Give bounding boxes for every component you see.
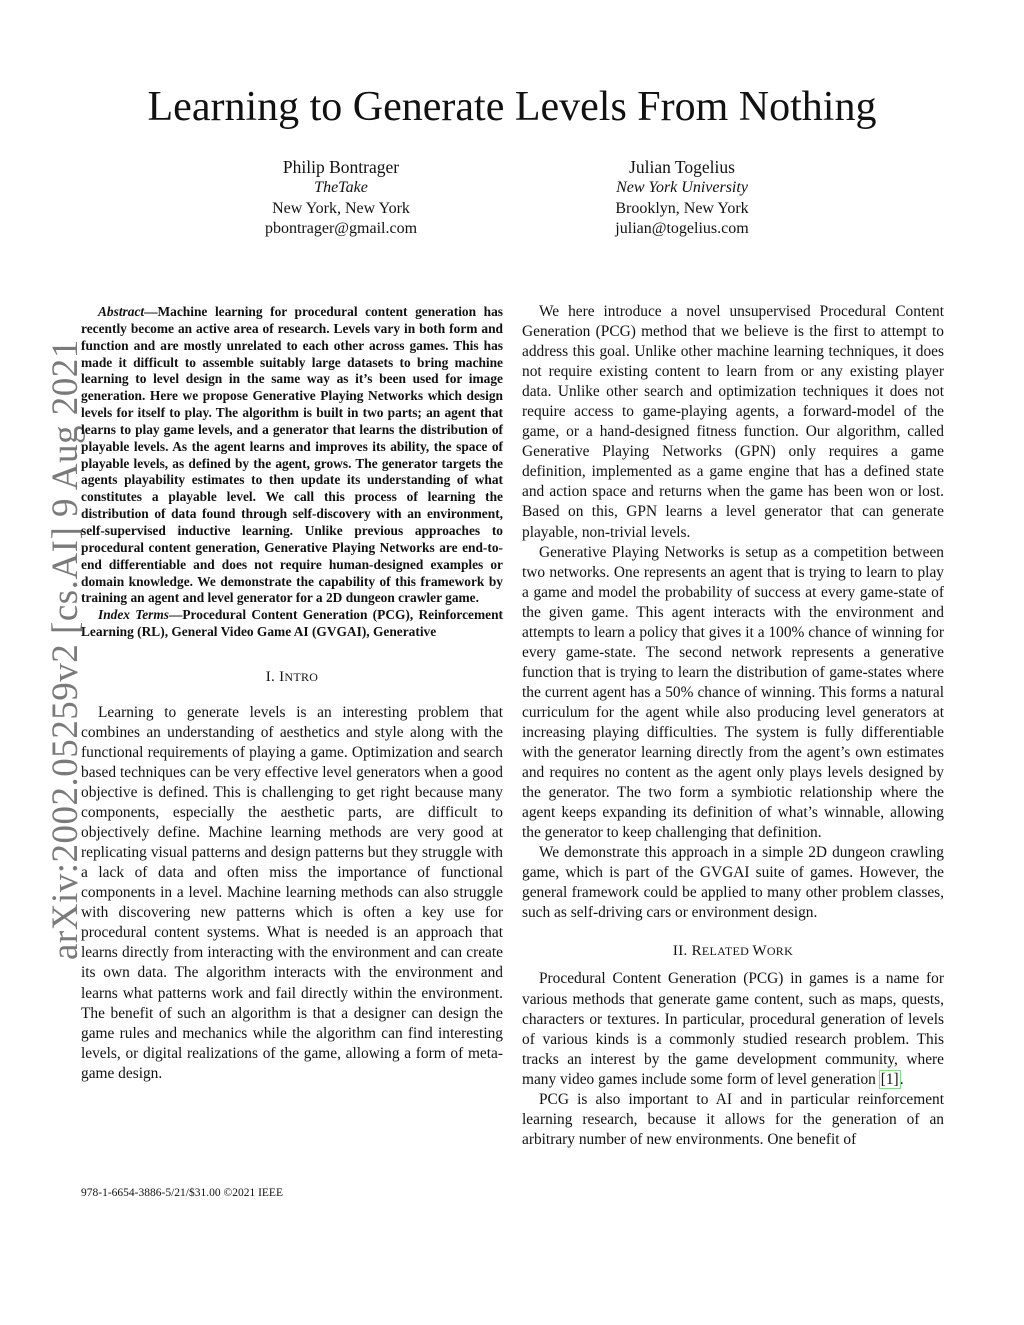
left-column <box>81 304 503 1084</box>
copyright-footer: 978-1-6654-3886-5/21/$31.00 ©2021 IEEE <box>81 1187 283 1199</box>
author-name: Philip Bontrager <box>282 157 400 177</box>
heading-smallcaps: ELATED <box>701 944 753 959</box>
author-block-1 <box>191 156 491 240</box>
related-paragraph-1 <box>522 969 944 1089</box>
section-numeral: I. <box>265 668 280 685</box>
author-affiliation: New York University <box>616 179 748 196</box>
abstract <box>81 304 503 607</box>
author-affiliation: TheTake <box>314 179 368 196</box>
author-name: Julian Togelius <box>629 157 735 177</box>
intro-paragraph-1: Learning to generate levels is an interesting problem that combines an understanding of aesthetics and style along with the functional requirements of playing a game. Optimization and search based techniques can be very effective level generators when a good objective is defined. This is challenging to get right because many components, especially the aesthetic parts, are difficult to objectively define. Machine learning methods are very good at replicating visual patterns and design patterns but they struggle with a lack of data and often miss the importance of functional components in a level. Machine learning methods can also struggle with discovering new patterns which is often a key use for procedural content systems. What is needed is an approach that learns directly from interacting with the environment and can create its own data. The algorithm interacts with the environment and learns what patterns work and fail directly within the environment. The benefit of such an algorithm is that a designer can design the game rules and mechanics while the algorithm can find interesting levels, or digital realizations of the game, allowing a form of meta-game design. <box>81 703 503 1082</box>
author-email: pbontrager@gmail.com <box>264 220 418 237</box>
heading-smallcaps: NTRO <box>284 669 319 684</box>
index-terms-text: —Procedural Content Generation (PCG), Reinforcement Learning (RL), General Video Game AI (GVGAI), Generative <box>81 607 503 640</box>
paper-title: Learning to Generate Levels From Nothing <box>147 84 877 130</box>
arxiv-identifier: arXiv:2002.05259v2 [cs.AI] 9 Aug 2021 <box>45 339 86 960</box>
author-location: Brooklyn, New York <box>615 199 749 217</box>
section-numeral: II. <box>672 943 692 960</box>
related-paragraph-2: PCG is also important to AI and in particular reinforcement learning research, because it allows for the generation of an arbitrary number of new environments. One benefit of <box>522 1090 944 1148</box>
abstract-label: Abstract <box>98 304 145 319</box>
author-block-2 <box>532 156 832 240</box>
heading-cap: R <box>691 943 702 960</box>
index-terms-label: Index Terms <box>98 607 169 623</box>
right-column <box>522 302 944 1150</box>
heading-cap: W <box>752 943 767 960</box>
citation-link[interactable]: [1] <box>880 1070 899 1088</box>
abstract-text: —Machine learning for procedural content generation has recently become an active area of research. Levels vary in both form and function and are mostly unrelated to each other across games. This has made it difficult to assemble suitably large datasets to bring machine learning to level design in the same way as it’s been used for image generation. Here we propose Generative Playing Networks which design levels for itself to play. The algorithm is built in two parts; an agent that learns to play game levels, and a generator that learns the distribution of playable levels. As the agent learns and improves its ability, the space of playable levels, as defined by the agent, grows. The generator targets the agents playability estimates to then update its understanding of what constitutes a playable level. We call this process of learning the distribution of data found through self-discovery with an environment, self-supervised inductive learning. Unlike previous approaches to procedural content generation, Generative Playing Networks are end-to-end differentiable and does not require human-designed examples or domain knowledge. We demonstrate the capability of this framework by training an agent and level generator for a 2D dungeon crawler game. <box>81 304 503 606</box>
heading-cap: I <box>279 668 285 685</box>
related-text: Procedural Content Generation (PCG) in games is a name for various methods that generate game content, such as maps, quests, characters or textures. In particular, procedural generation of levels of various kinds is a commonly studied research problem. This tracks an interest by the game development community, where many video games include some form of level generation <box>522 970 944 1088</box>
section-heading-related-work <box>522 941 944 961</box>
intro-paragraph-4: We demonstrate this approach in a simple 2D dungeon crawling game, which is part of the GVGAI suite of games. However, the general framework could be applied to many other problem classes, such as self-driving cars or environment design. <box>522 844 944 922</box>
author-email: julian@togelius.com <box>615 220 749 237</box>
section-heading-intro <box>81 667 503 687</box>
heading-smallcaps: ORK <box>766 944 794 959</box>
intro-paragraph-3: Generative Playing Networks is setup as a competition between two networks. One represents an agent that is trying to learn to play a game and model the probability of success at every game-state of the given game. This agent interacts with the environment and attempts to learn a policy that gives it a 100% chance of winning for every game-state. The second network represents a generative function that is trying to learn the distribution of game-states where the current agent has a 50% chance of winning. This forms a natural curriculum for the agent while also producing level generators at increasing playing difficulties. The system is fully differentiable with the generator learning directly from the agent’s own estimates and requires no content as the agent only plays levels designed by the generator. The two form a symbiotic relationship where the agent keeps expanding its definition of what’s winnable, allowing the generator to keep challenging that definition. <box>522 543 944 842</box>
intro-paragraph-2: We here introduce a novel unsupervised Procedural Content Generation (PCG) method that we believe is the first to attempt to address this goal. Unlike other machine learning techniques, it does not require existing content to learn from or any existing player data. Unlike other search and optimization techniques it does not require access to game-playing agents, a forward-model of the game, or a hand-designed fitness function. Our algorithm, called Generative Playing Networks (GPN) only requires a game definition, implemented as a game engine that has a defined state and action space and returns when the game has been won or lost. Based on this, GPN learns a level generator that can generate playable, non-trivial levels. <box>522 303 944 541</box>
index-terms <box>81 607 503 641</box>
related-text-end: . <box>899 1070 904 1088</box>
author-location: New York, New York <box>272 199 410 217</box>
